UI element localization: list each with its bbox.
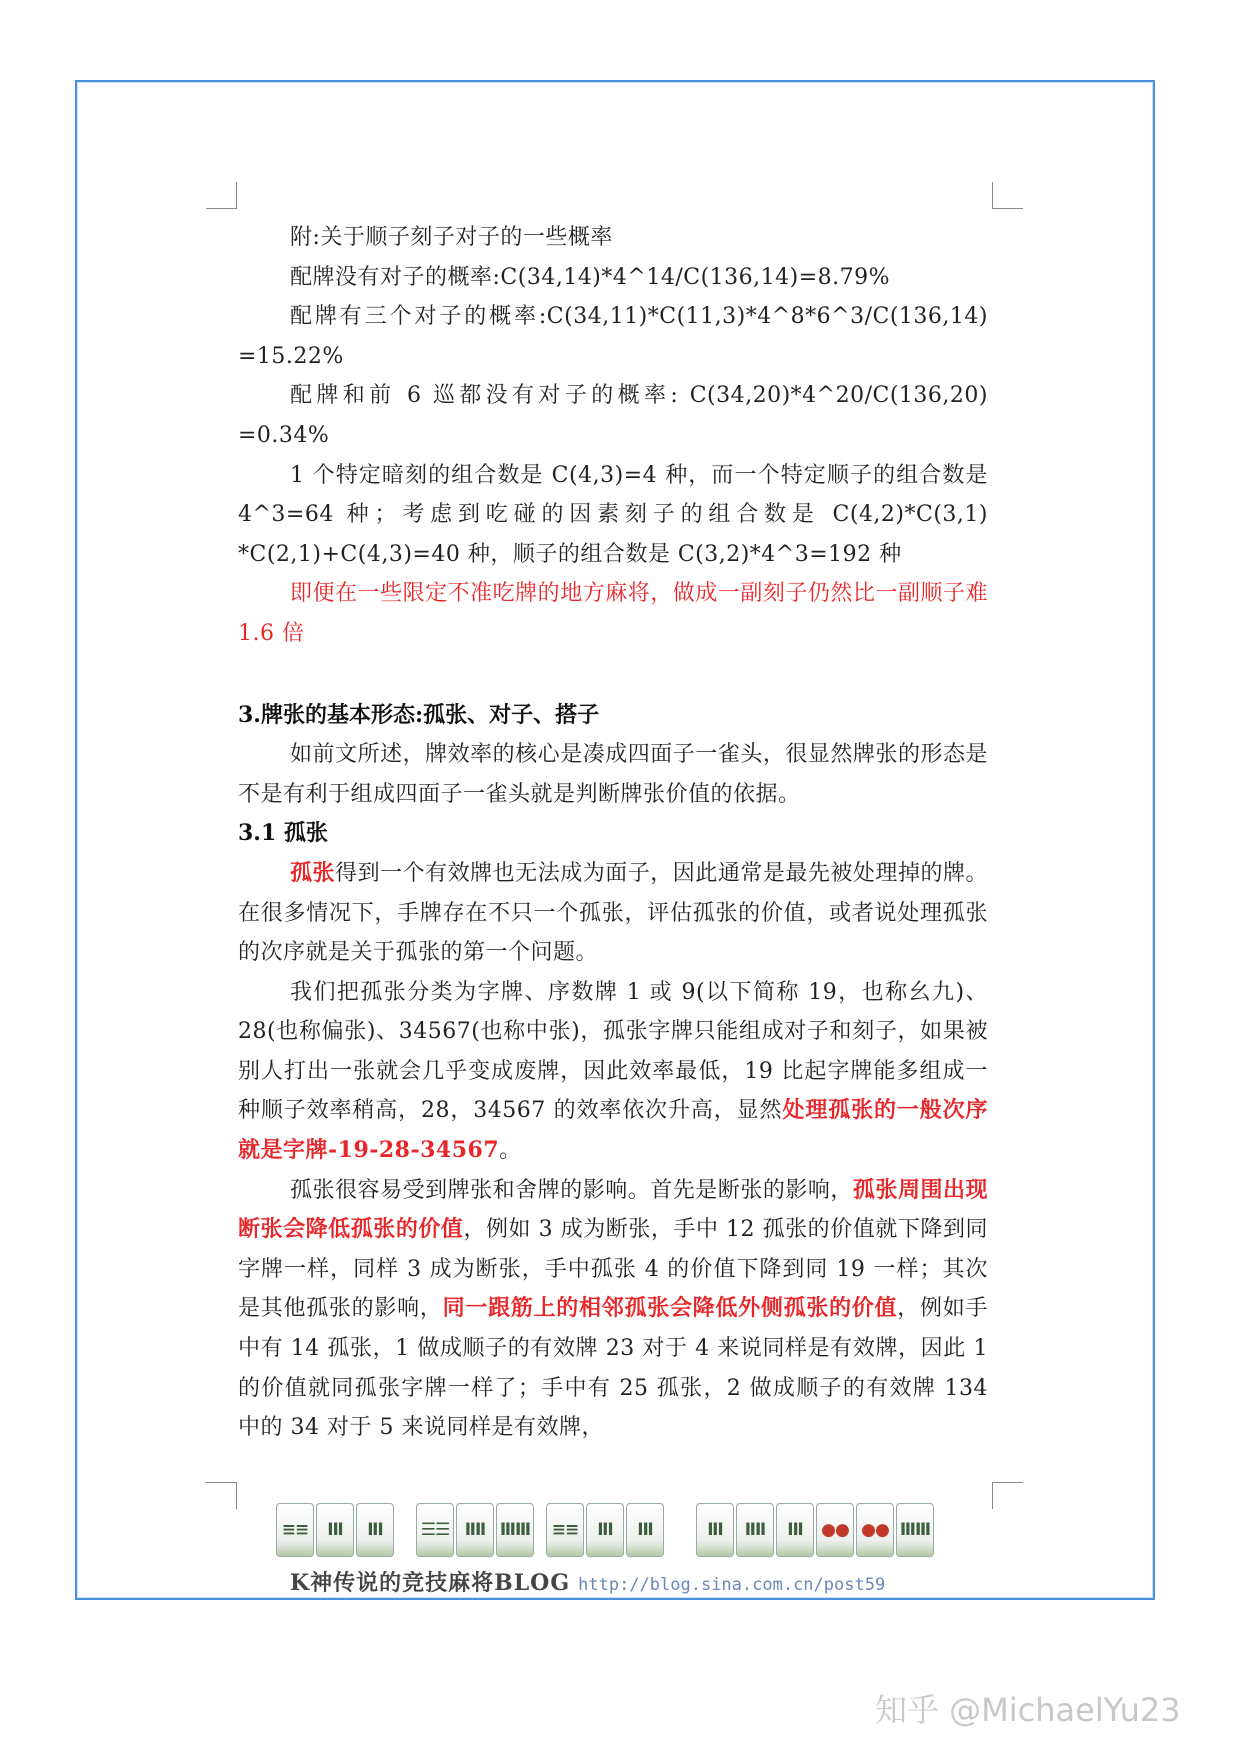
tile-bamboo-icon: ⅡⅠ: [356, 1503, 394, 1557]
tile-bamboo-icon: ☰☰: [416, 1503, 454, 1557]
tile-bamboo-icon: ⅡⅠ: [586, 1503, 624, 1557]
crop-mark: [206, 1482, 237, 1509]
subsection-heading: 3.1 孤张: [238, 820, 328, 847]
highlight: 处理孤张的一般次序就是字牌-19-28-34567: [238, 1097, 988, 1164]
paragraph: [238, 973, 988, 1171]
tile-circle-icon: ●●: [856, 1503, 894, 1557]
tile-bamboo-icon: ⅡⅠ: [696, 1503, 734, 1557]
tile-bamboo-icon: ⅡⅡ: [736, 1503, 774, 1557]
text-line: 配牌没有对子的概率:C(34,14)*4^14/C(136,14)=8.79%: [290, 264, 891, 290]
tile-bamboo-icon: ⅠⅡ: [776, 1503, 814, 1557]
paragraph-text: 孤张很容易受到牌张和舍牌的影响。首先是断张的影响，: [290, 1177, 853, 1203]
tile-bamboo-icon: ⅡⅡ: [456, 1503, 494, 1557]
highlight: 孤张周围出现断张会降低孤张的价值: [238, 1176, 988, 1243]
tile-bamboo-icon: ●●: [816, 1503, 854, 1557]
watermark: 知乎 @MichaelYu23: [875, 1691, 1181, 1729]
document-body: [238, 218, 988, 1448]
tile-bamboo-icon: ⅠⅡ: [626, 1503, 664, 1557]
paragraph-text: ，例如手中有 14 孤张，1 做成顺子的有效牌 23 对于 4 来说同样是有效牌，因此 1 的价值就同孤张字牌一样了；手中有 25 孤张，2 做成顺子的有效牌 134 中的 34 对于 5 来说同样是有效牌，: [238, 1296, 988, 1441]
text-line: 配牌和前 6 巡都没有对子的概率: C(34,20)*4^20/C(136,20) =0.34%: [238, 383, 988, 448]
crop-mark: [992, 182, 1023, 209]
crop-mark: [206, 182, 237, 209]
blog-title: K神传说的竞技麻将BLOG: [290, 1570, 571, 1596]
paragraph: [238, 854, 988, 973]
tile-bamboo-icon: ≡≡: [546, 1503, 584, 1557]
tile-bamboo-icon: ≡≡: [276, 1503, 314, 1557]
red-note: 即便在一些限定不准吃牌的地方麻将，做成一副刻子仍然比一副顺子难 1.6 倍: [238, 581, 988, 646]
footer: [290, 1566, 885, 1597]
paragraph: [238, 1171, 988, 1448]
section-heading: 3.牌张的基本形态:孤张、对子、搭子: [238, 701, 600, 728]
text-line: 附:关于顺子刻子对子的一些概率: [290, 225, 613, 250]
highlight: 孤张: [290, 859, 336, 886]
paragraph-text: 得到一个有效牌也无法成为面子，因此通常是最先被处理掉的牌。在很多情况下，手牌存在不只一个孤张，评估孤张的价值，或者说处理孤张的次序就是关于孤张的第一个问题。: [238, 860, 988, 966]
paragraph: 如前文所述，牌效率的核心是凑成四面子一雀头，很显然牌张的形态是不是有利于组成四面子一雀头就是判断牌张价值的依据。: [238, 742, 988, 807]
blog-url: http://blog.sina.com.cn/post59: [578, 1575, 886, 1595]
tile-bamboo-icon: ⅢⅢ: [496, 1503, 534, 1557]
paragraph-text: ，例如 3 成为断张，手中 12 孤张的价值就下降到同字牌一样，同样 3 成为断张，手中孤张 4 的价值下降到同 19 一样；其次是其他孤张的影响，: [238, 1217, 988, 1322]
text-line: 配牌有三个对子的概率:C(34,11)*C(11,3)*4^8*6^3/C(136,14) =15.22%: [238, 304, 988, 369]
paragraph-text: 。: [499, 1138, 522, 1164]
tile-bamboo-icon: ⅠⅡ: [316, 1503, 354, 1557]
crop-mark: [992, 1482, 1023, 1509]
mahjong-tile-banner: [276, 1503, 944, 1561]
paragraph-text: 我们把孤张分类为字牌、序数牌 1 或 9(以下简称 19，也称幺九)、28(也称偏张)、34567(也称中张)，孤张字牌只能组成对子和刻子，如果被别人打出一张就会几乎变成废牌，因此效率最低，19 比起字牌能多组成一种顺子效率稍高，28，34567 的效率依次升高，显然: [238, 979, 988, 1124]
highlight: 同一跟筋上的相邻孤张会降低外侧孤张的价值: [442, 1295, 898, 1322]
text-line: 1 个特定暗刻的组合数是 C(4,3)=4 种，而一个特定顺子的组合数是 4^3=64 种；考虑到吃碰的因素刻子的组合数是 C(4,2)*C(3,1) *C(2,1)+C(4,3)=40 种，顺子的组合数是 C(3,2)*4^3=192 种: [238, 462, 988, 567]
tile-circle-icon: ⅢⅢ: [896, 1503, 934, 1557]
